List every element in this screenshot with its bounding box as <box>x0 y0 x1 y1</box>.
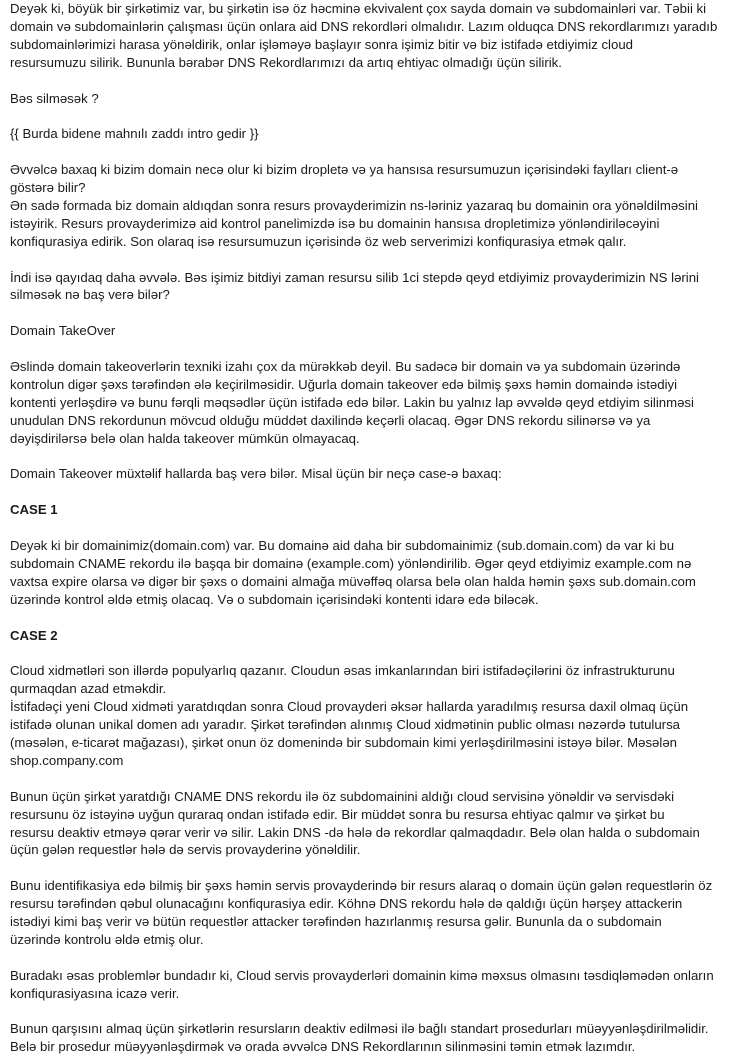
text-line: Deyək ki, böyük bir şirkətimiz var, bu şirkətin isə öz həcminə ekvivalent çox sayda domain və subdomainləri var. Təbii ki <box>10 1 707 16</box>
paragraph-p2 <box>10 90 726 108</box>
text-line: dəyişdirilərsə belə olan halda takeover mümkün olmayacaq. <box>10 430 360 446</box>
text-line: Domain Takeover müxtəlif hallarda baş verə bilər. Misal üçün bir neçə case-ə baxaq: <box>10 466 502 482</box>
paragraph-spacer <box>10 107 726 125</box>
text-line: subdomain CNAME rekordu ilə başqa bir domainə (example.com) yönləndirilib. Əgər qeyd etdiyimiz example.com nə <box>10 555 692 571</box>
paragraph-spacer <box>10 519 726 537</box>
paragraph-spacer <box>10 304 726 322</box>
text-line: Bunun qarşısını almaq üçün şirkətlərin resursların deaktiv edilməsi ilə bağlı standart prosedurları müəyyənləşdirilməlidir. <box>10 1021 709 1037</box>
text-line: Əslində domain takeoverlərin texniki izahı çox da mürəkkəb deyil. Bu sadəcə bir domain və ya subdomain üzərində <box>10 359 681 375</box>
paragraph-p1 <box>10 0 726 72</box>
text-line: Deyək ki bir domainimiz(domain.com) var. Bu domainə aid daha bir subdomainimiz (sub.domain.com) də var ki bu <box>10 538 675 554</box>
text-line: resursu tərəfindən qəbul olunacağını konfiqurasiya edir. Köhnə DNS rekordu hələ də qaldığı üçün hərşey attackerin <box>10 896 683 912</box>
paragraph-p4 <box>10 161 726 251</box>
text-line: İndi isə qayıdaq daha əvvələ. Bəs işimiz bitdiyi zaman resursu silib 1ci stepdə qeyd etdiyimiz provayderimizin NS lərini <box>10 269 699 285</box>
text-line: göstərə bilir? <box>10 180 86 196</box>
text-line: İstifadəçi yeni Cloud xidməti yaratdıqdan sonra Cloud provayderi əksər hallarda yaradılmış resursa daxil olmaq üçün <box>10 699 689 715</box>
text-line: Əvvəlcə baxaq ki bizim domain necə olur ki bizim dropletə və ya hansısa resursumuzun içərisindəki faylları client-ə <box>10 162 679 178</box>
text-line: Ən sadə formada biz domain aldıqdan sonra resurs provayderimizin ns-ləriniz yazaraq bu domainin ora yönəldilməsini <box>10 197 698 213</box>
section-heading-h2: CASE 2 <box>10 627 58 643</box>
paragraph-spacer <box>10 72 726 90</box>
text-line: kontrolun digər şəxs tərəfindən ələ keçirilməsidir. Uğurla domain takeover edə bilmiş şəxs həmin domaində istədiyi <box>10 376 678 392</box>
text-line: istəyirik. Resurs provayderimizə aid kontrol panelimizdə isə bu domainin hansısa dropletimizə yönləndiriləcəyini <box>10 215 660 231</box>
text-line: domain və subdomainlərin çalışması üçün onlara aid DNS rekordləri olmalıdır. Lazım olduqca DNS rekordlarımızı yaradıb <box>10 18 718 34</box>
paragraph-p13 <box>10 967 726 1003</box>
text-line: Bunun üçün şirkət yaratdığı CNAME DNS rekordu ilə öz subdomainini aldığı cloud servisinə yönəldir və servisdəki <box>10 788 675 804</box>
paragraph-p5 <box>10 269 726 305</box>
text-line: subdomainlərimizi harasa yönəldirik, onlar işləməyə başlayır sonra işimiz bitir və biz istifadə etdiyimiz cloud <box>10 36 633 52</box>
text-line: istifadə olunan unikal domen adı yaradır. Şirkət tərəfindən alınmış Cloud xidmətinin public olması nəzərdə tutulursa <box>10 717 680 733</box>
text-line: {{ Burda bidene mahnılı zaddı intro gedir }} <box>10 126 259 142</box>
paragraph-spacer <box>10 143 726 161</box>
paragraph-p3 <box>10 125 726 143</box>
text-line: üzərində kontrol əldə etmiş olacaq. Və o subdomain içərisindəki kontenti idarə edə biləcək. <box>10 591 539 607</box>
text-line: resursu deaktiv etməyə qərar verir və silir. Lakin DNS -də hələ də rekordlar qalmaqdadır. Belə olan halda o subdomain <box>10 824 700 840</box>
paragraph-p14 <box>10 1020 726 1056</box>
paragraph-p12 <box>10 877 726 949</box>
paragraph-p6 <box>10 322 726 340</box>
paragraph-spacer <box>10 609 726 627</box>
paragraph-spacer <box>10 483 726 501</box>
paragraph-p7 <box>10 358 726 448</box>
text-line: Domain TakeOver <box>10 323 116 339</box>
paragraph-p11 <box>10 788 726 860</box>
paragraph-spacer <box>10 251 726 269</box>
text-line: üçün gələn requestlər hələ də servis provayderinə yönəldilir. <box>10 842 361 858</box>
text-line: Bunu identifikasiya edə bilmiş bir şəxs həmin servis provayderində bir resurs alaraq o domain üçün gələn requestlərin öz <box>10 878 713 894</box>
text-line: (məsələn, e-ticarət mağazası), şirkət onun öz domenində bir subdomain kimi yerləşdirilməsini istəyə bilər. Məsələn <box>10 734 677 750</box>
paragraph-p9 <box>10 537 726 609</box>
text-line: Bəs silməsək ? <box>10 90 99 106</box>
text-line: silməsək nə baş verə bilər? <box>10 287 170 303</box>
text-line: konfiqurasiyasına icazə verir. <box>10 985 180 1001</box>
text-line: resursunu öz istəyinə uyğun quraraq ondan istifadə edir. Bir müddət sonra bu resursa ehtiyac qalmır və şirkət bu <box>10 806 665 822</box>
text-line: istədiyi kimi baş verir və bütün requestlər attacker tərəfindən hazırlanmış resursa gəlir. Bununla da o subdomain <box>10 914 662 930</box>
paragraph-spacer <box>10 949 726 967</box>
paragraph-spacer <box>10 1003 726 1021</box>
text-line: Buradakı əsas problemlər bundadır ki, Cloud servis provayderləri domainin kimə məxsus olmasını təsdiqləmədən onların <box>10 967 714 983</box>
paragraph-spacer <box>10 448 726 466</box>
text-line: unudulan DNS rekordunun mövcud olduğu müddət daxilində keçərli olacaq. Əgər DNS rekordu silinərsə və ya <box>10 412 651 428</box>
text-line: shop.company.com <box>10 752 124 768</box>
text-line: konfiqurasiya edirik. Son olaraq isə resursumuzun içərisində öz web serverimizi konfiqurasiya etmək qalır. <box>10 233 627 249</box>
paragraph-spacer <box>10 644 726 662</box>
text-line: Belə bir prosedur müəyyənləşdirmək və orada əvvəlcə DNS Rekordlarının silinməsini təmin etmək lazımdır. <box>10 1039 636 1055</box>
paragraph-spacer <box>10 340 726 358</box>
text-line: resursumuzu silirik. Bununla bərabər DNS Rekordlarımızı da artıq ehtiyac olmadığı üçün silirik. <box>10 54 562 70</box>
paragraph-spacer <box>10 770 726 788</box>
paragraph-p8 <box>10 465 726 483</box>
text-line: üzərində kontrolu əldə etmiş olur. <box>10 931 204 947</box>
paragraph-p10 <box>10 662 726 769</box>
section-heading-h1: CASE 1 <box>10 502 58 518</box>
text-line: vaxtsa expire olarsa və digər bir şəxs o domaini almağa müvəffəq olarsa belə olan halda həmin şəxs sub.domain.com <box>10 573 696 589</box>
text-line: kontenti yerləşdirə və bunu fərqli məqsədlər üçün istifadə edə bilər. Lakin bu yalnız lap əvvəldə qeyd etdiyim silinməsi <box>10 394 694 410</box>
paragraph-spacer <box>10 859 726 877</box>
text-line: qurmaqdan azad etməkdir. <box>10 681 167 697</box>
text-line: Cloud xidmətləri son illərdə populyarlıq qazanır. Cloudun əsas imkanlarından biri istifadəçilərini öz infrastrukturunu <box>10 663 675 679</box>
